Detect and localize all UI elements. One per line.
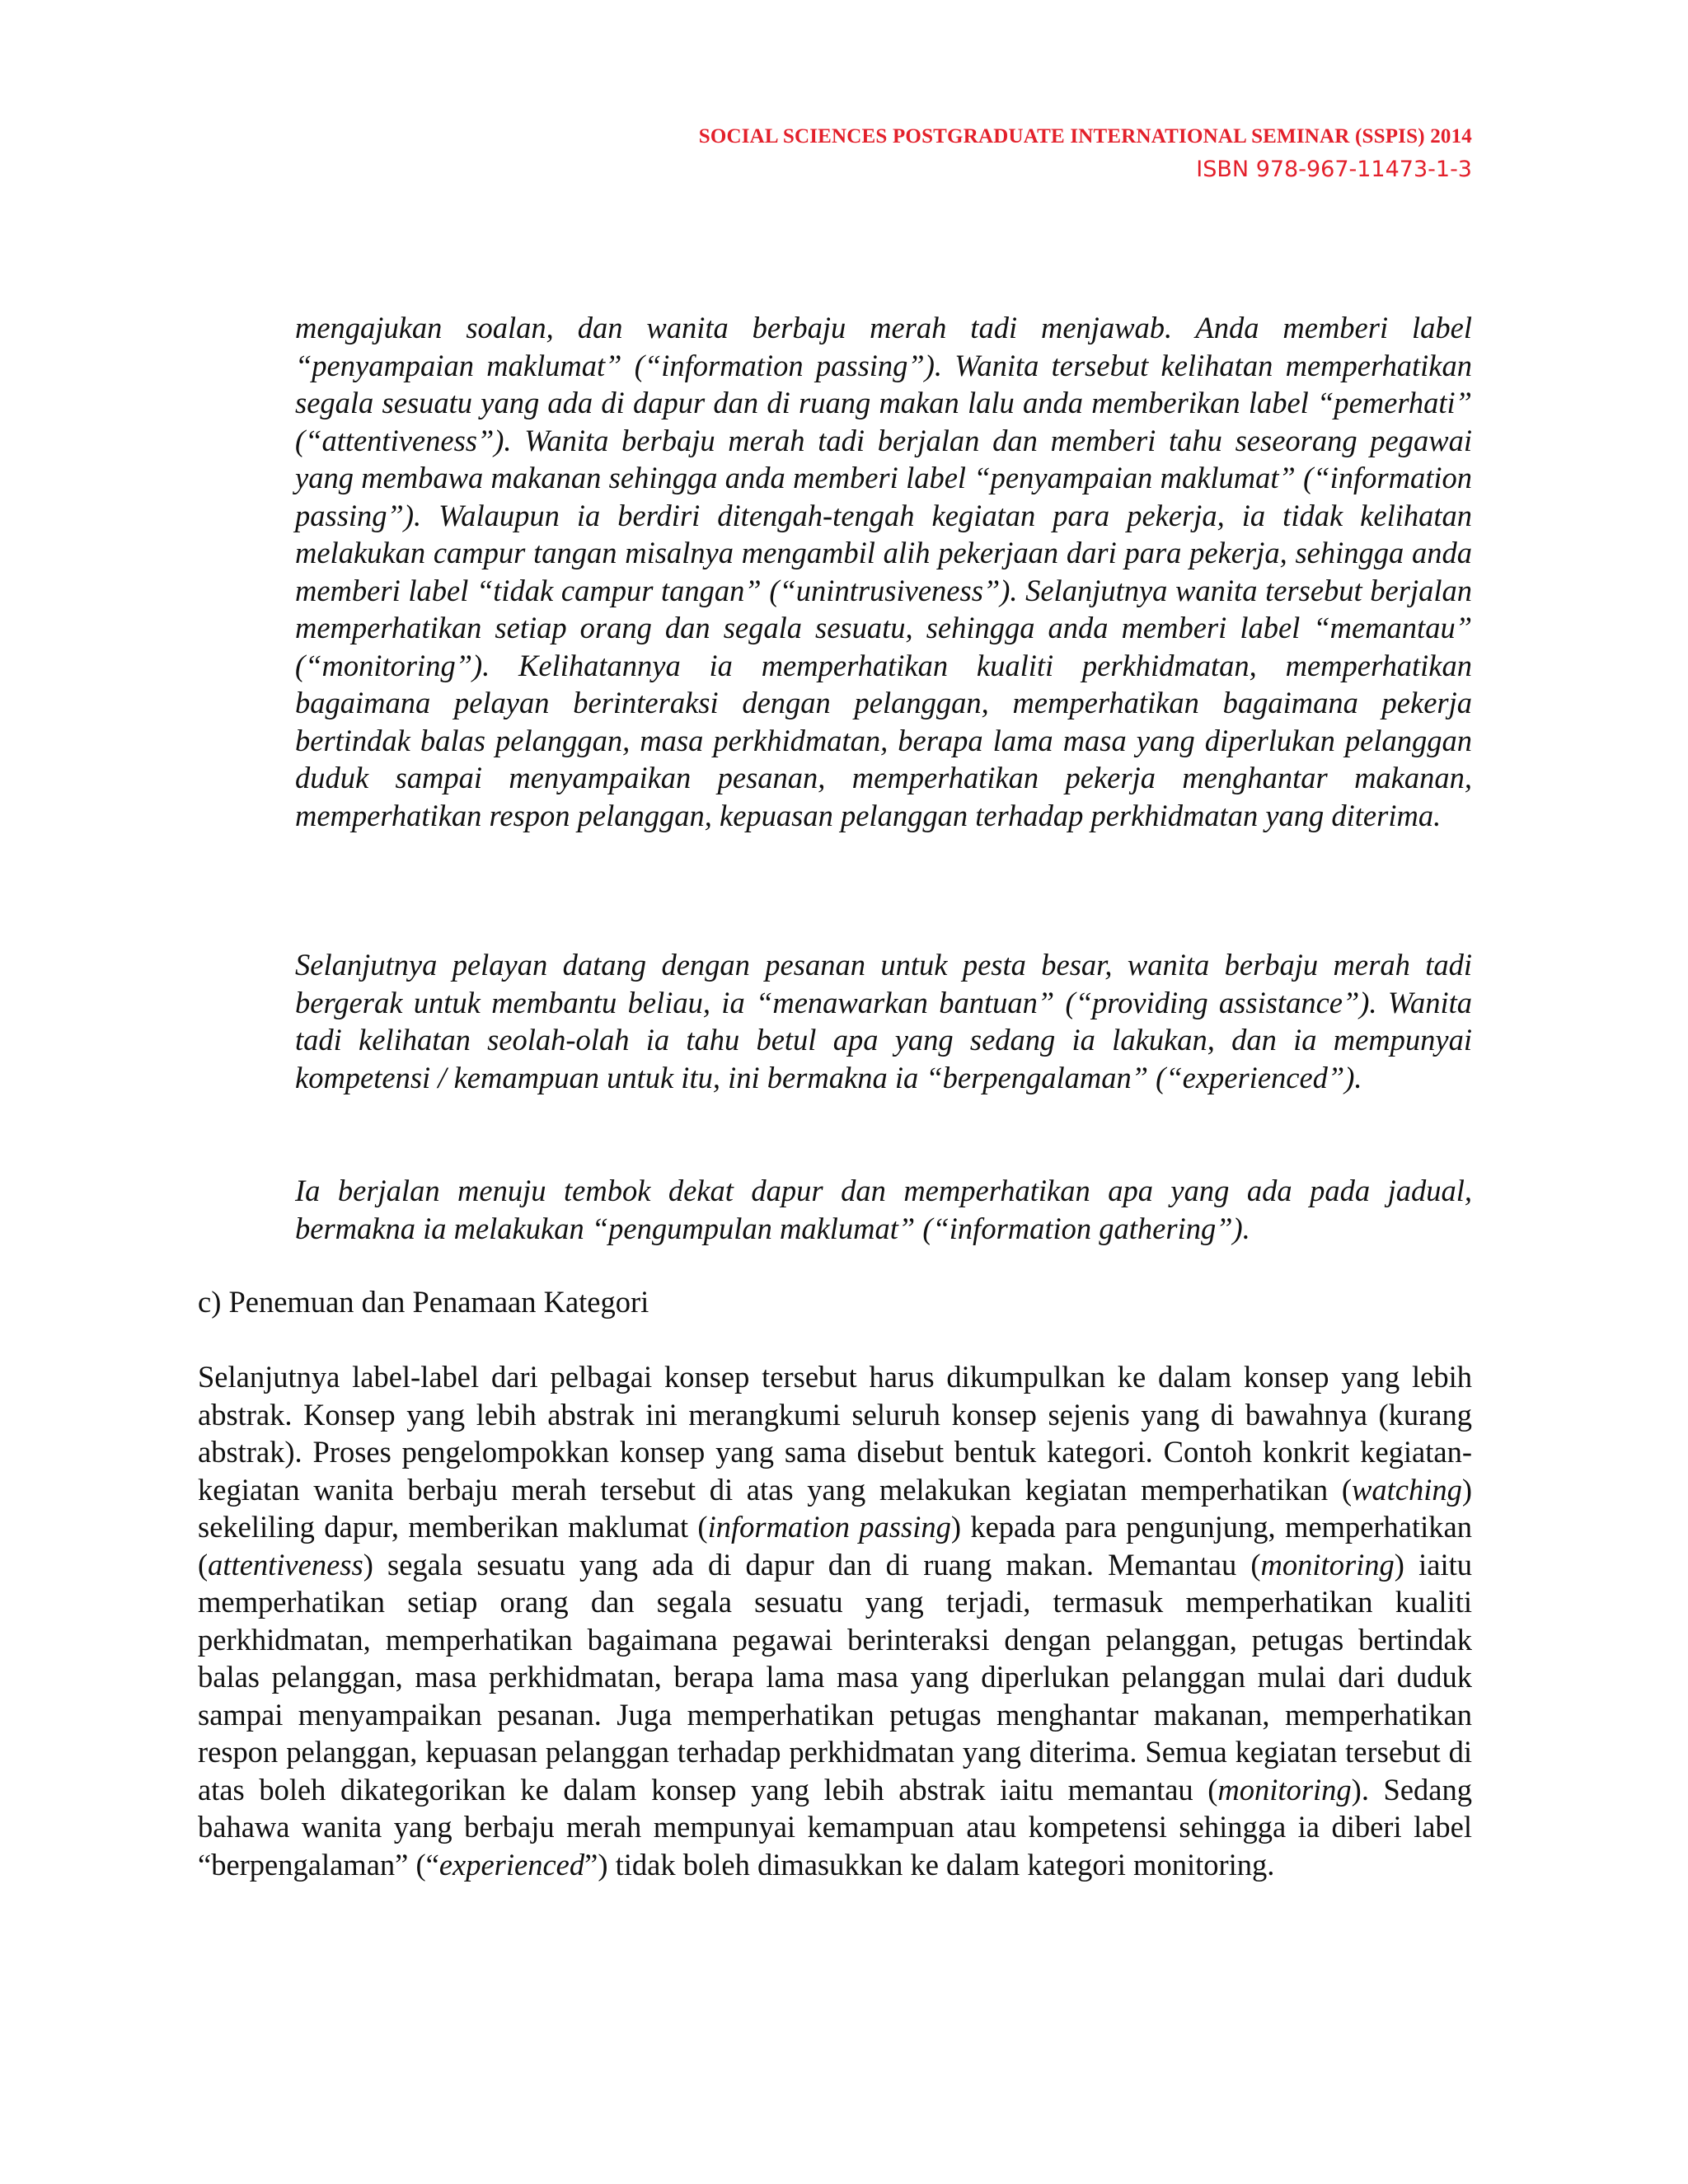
isbn: ISBN 978-967-11473-1-3 [1196,157,1472,182]
seminar-title: SOCIAL SCIENCES POSTGRADUATE INTERNATIONAL SEMINAR (SSPIS) 2014 [698,125,1472,148]
body-text: ) segala sesuatu yang ada di dapur dan di ruang makan. Memantau ( [363,1547,1261,1582]
body-text: ). Sedang bahawa wanita yang berbaju merah mempunyai kemampuan atau kompetensi sehingga ia diberi label “berpengalaman” (“ [198,1772,1472,1882]
term-experienced: experienced [438,1847,585,1882]
body-text: ) iaitu memperhatikan setiap orang dan segala sesuatu yang terjadi, termasuk memperhatikan kualiti perkhidmatan, memperhatikan bagaimana pegawai berinteraksi dengan pelanggan, petugas bertindak balas pelanggan, masa perkhidmatan, berapa lama masa yang diperlukan pelanggan mulai dari duduk sampai menyampaikan pesanan. Juga memperhatikan petugas menghantar makanan, memperhatikan respon pelanggan, kepuasan pelanggan terhadap perkhidmatan yang diterima. Semua kegiatan tersebut di atas boleh dikategorikan ke dalam konsep yang lebih abstrak iaitu memantau ( [198,1547,1472,1807]
term-attentiveness: attentiveness [208,1547,363,1582]
term-watching: watching [1352,1472,1462,1507]
term-monitoring: monitoring [1260,1547,1395,1582]
body-text: ”) tidak boleh dimasukkan ke dalam kategori monitoring. [584,1847,1275,1882]
term-information-passing: information passing [707,1510,951,1544]
quoted-paragraph-3: Ia berjalan menuju tembok dekat dapur dan memperhatikan apa yang ada pada jadual, bermakna ia melakukan “pengumpulan maklumat” (“information gathering”). [295,1174,1472,1245]
body-text: ) kepada para pengunjung, memperhatikan ( [198,1510,1472,1582]
section-heading: c) Penemuan dan Penamaan Kategori [198,1285,649,1319]
quoted-paragraph-1: mengajukan soalan, dan wanita berbaju merah tadi menjawab. Anda memberi label “penyampaian maklumat” (“information passing”). Wanita tersebut kelihatan memperhatikan segala sesuatu yang ada di dapur dan di ruang makan lalu anda memberikan label “pemerhati” (“attentiveness”). Wanita berbaju merah tadi berjalan dan memberi tahu seseorang pegawai yang membawa makanan sehingga anda memberi label “penyampaian maklumat” (“information passing”). Walaupun ia berdiri ditengah-tengah kegiatan para pekerja, ia tidak kelihatan melakukan campur tangan misalnya mengambil alih pekerjaan dari para pekerja, sehingga anda memberi label “tidak campur tangan” (“unintrusiveness”). Selanjutnya wanita tersebut berjalan memperhatikan setiap orang dan segala sesuatu, sehingga anda memberi label “memantau” (“monitoring”). Kelihatannya ia memperhatikan kualiti perkhidmatan, memperhatikan bagaimana pelayan berinteraksi dengan pelanggan, memperhatikan bagaimana pekerja bertindak balas pelanggan, masa perkhidmatan, berapa lama masa yang diperlukan pelanggan duduk sampai menyampaikan pesanan, memperhatikan pekerja menghantar makanan, memperhatikan respon pelanggan, kepuasan pelanggan terhadap perkhidmatan yang diterima. [295,311,1472,832]
body-text: ) sekeliling dapur, memberikan maklumat ( [198,1472,1472,1544]
term-monitoring: monitoring [1217,1772,1352,1807]
body-paragraph [198,1358,1472,1883]
page-header [699,125,1472,182]
body-text: Selanjutnya label-label dari pelbagai konsep tersebut harus dikumpulkan ke dalam konsep yang lebih abstrak. Konsep yang lebih abstrak ini merangkumi seluruh konsep sejenis yang di bawahnya (kurang abstrak). Proses pengelompokkan konsep yang sama disebut bentuk kategori. Contoh konkrit kegiatan-kegiatan wanita berbaju merah tersebut di atas yang melakukan kegiatan memperhatikan ( [198,1360,1472,1507]
quoted-paragraph-2: Selanjutnya pelayan datang dengan pesanan untuk pesta besar, wanita berbaju merah tadi bergerak untuk membantu beliau, ia “menawarkan bantuan” (“providing assistance”). Wanita tadi kelihatan seolah-olah ia tahu betul apa yang sedang ia lakukan, dan ia mempunyai kompetensi / kemampuan untuk itu, ini bermakna ia “berpengalaman” (“experienced”). [295,948,1472,1094]
